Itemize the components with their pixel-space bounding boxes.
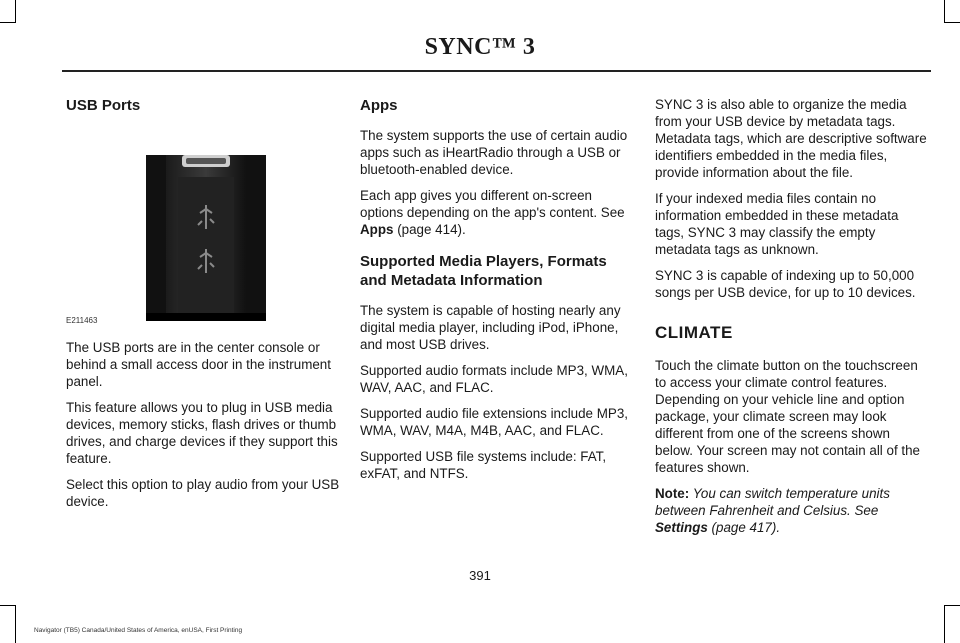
crop-mark-top-right-v <box>944 0 945 22</box>
settings-page-link[interactable]: Settings <box>655 520 708 535</box>
note-text: You can switch temperature units between Fahrenheit and Celsius. See <box>655 486 890 518</box>
media-paragraph-4: Supported USB file systems include: FAT, exFAT, and NTFS. <box>360 449 607 481</box>
settings-page-ref: (page 417). <box>707 520 781 535</box>
media-paragraph-1: The system is capable of hosting nearly any digital media player, including iPod, iPhone, and most USB drives. <box>360 303 621 352</box>
climate-note <box>655 485 927 536</box>
media-paragraph-3: Supported audio file extensions include MP3, WMA, WAV, M4A, M4B, AAC, and FLAC. <box>360 406 628 438</box>
crop-mark-top-left-v <box>15 0 16 22</box>
crop-mark-top-right-h <box>944 22 960 23</box>
crop-mark-bottom-left-v <box>15 605 16 643</box>
page-number: 391 <box>469 568 491 583</box>
footer-print-info: Navigator (TB5) Canada/United States of America, enUSA, First Printing <box>34 627 243 634</box>
crop-mark-top-left-h <box>0 22 16 23</box>
metadata-paragraph-2: If your indexed media files contain no information embedded in these metadata tags, SYNC 3 may classify the empty metadata tags as unknown. <box>655 191 899 257</box>
note-label: Note: <box>655 486 690 501</box>
apps-paragraph-2-text: Each app gives you different on-screen options depending on the app's content. See <box>360 188 625 220</box>
column-usb-ports <box>66 96 340 519</box>
apps-paragraph-2 <box>360 187 632 238</box>
media-players-heading: Supported Media Players, Formats and Metadata Information <box>360 253 607 289</box>
apps-paragraph-1: The system supports the use of certain audio apps such as iHeartRadio through a USB or bluetooth-enabled device. <box>360 128 628 177</box>
column-metadata-climate <box>655 96 927 545</box>
crop-mark-bottom-left-h <box>0 605 16 606</box>
apps-page-ref: (page 414). <box>393 222 466 237</box>
column-apps <box>360 96 632 491</box>
media-paragraph-2: Supported audio formats include MP3, WMA, WAV, AAC, and FLAC. <box>360 363 628 395</box>
header-rule <box>62 70 931 72</box>
usb-port-illustration <box>66 127 340 327</box>
usb-console-icon <box>146 155 266 321</box>
usb-ports-paragraph-3: Select this option to play audio from your USB device. <box>66 477 340 509</box>
climate-heading: CLIMATE <box>655 323 733 342</box>
usb-ports-paragraph-2: This feature allows you to plug in USB media devices, memory sticks, flash drives or thumb drives, and charge devices if they support this feature. <box>66 400 338 466</box>
figure-id-label: E211463 <box>66 316 98 325</box>
crop-mark-bottom-right-v <box>944 605 945 643</box>
metadata-paragraph-1: SYNC 3 is also able to organize the media from your USB device by metadata tags. Metadata tags, which are descriptive software identifiers embedded in the media files, provide information about the file. <box>655 97 927 180</box>
crop-mark-bottom-right-h <box>944 605 960 606</box>
page-header-title: SYNC™ 3 <box>424 34 536 60</box>
usb-ports-paragraph-1: The USB ports are in the center console or behind a small access door in the instrument panel. <box>66 340 331 389</box>
climate-paragraph-1: Touch the climate button on the touchscreen to access your climate control features. Depending on your vehicle line and option package, your climate screen may look different from one of the screens shown below. Your screen may not contain all of the features shown. <box>655 358 921 475</box>
apps-heading: Apps <box>360 97 398 114</box>
metadata-paragraph-3: SYNC 3 is capable of indexing up to 50,000 songs per USB device, for up to 10 devices. <box>655 268 916 300</box>
apps-page-link[interactable]: Apps <box>360 222 394 237</box>
usb-ports-heading: USB Ports <box>66 97 141 114</box>
